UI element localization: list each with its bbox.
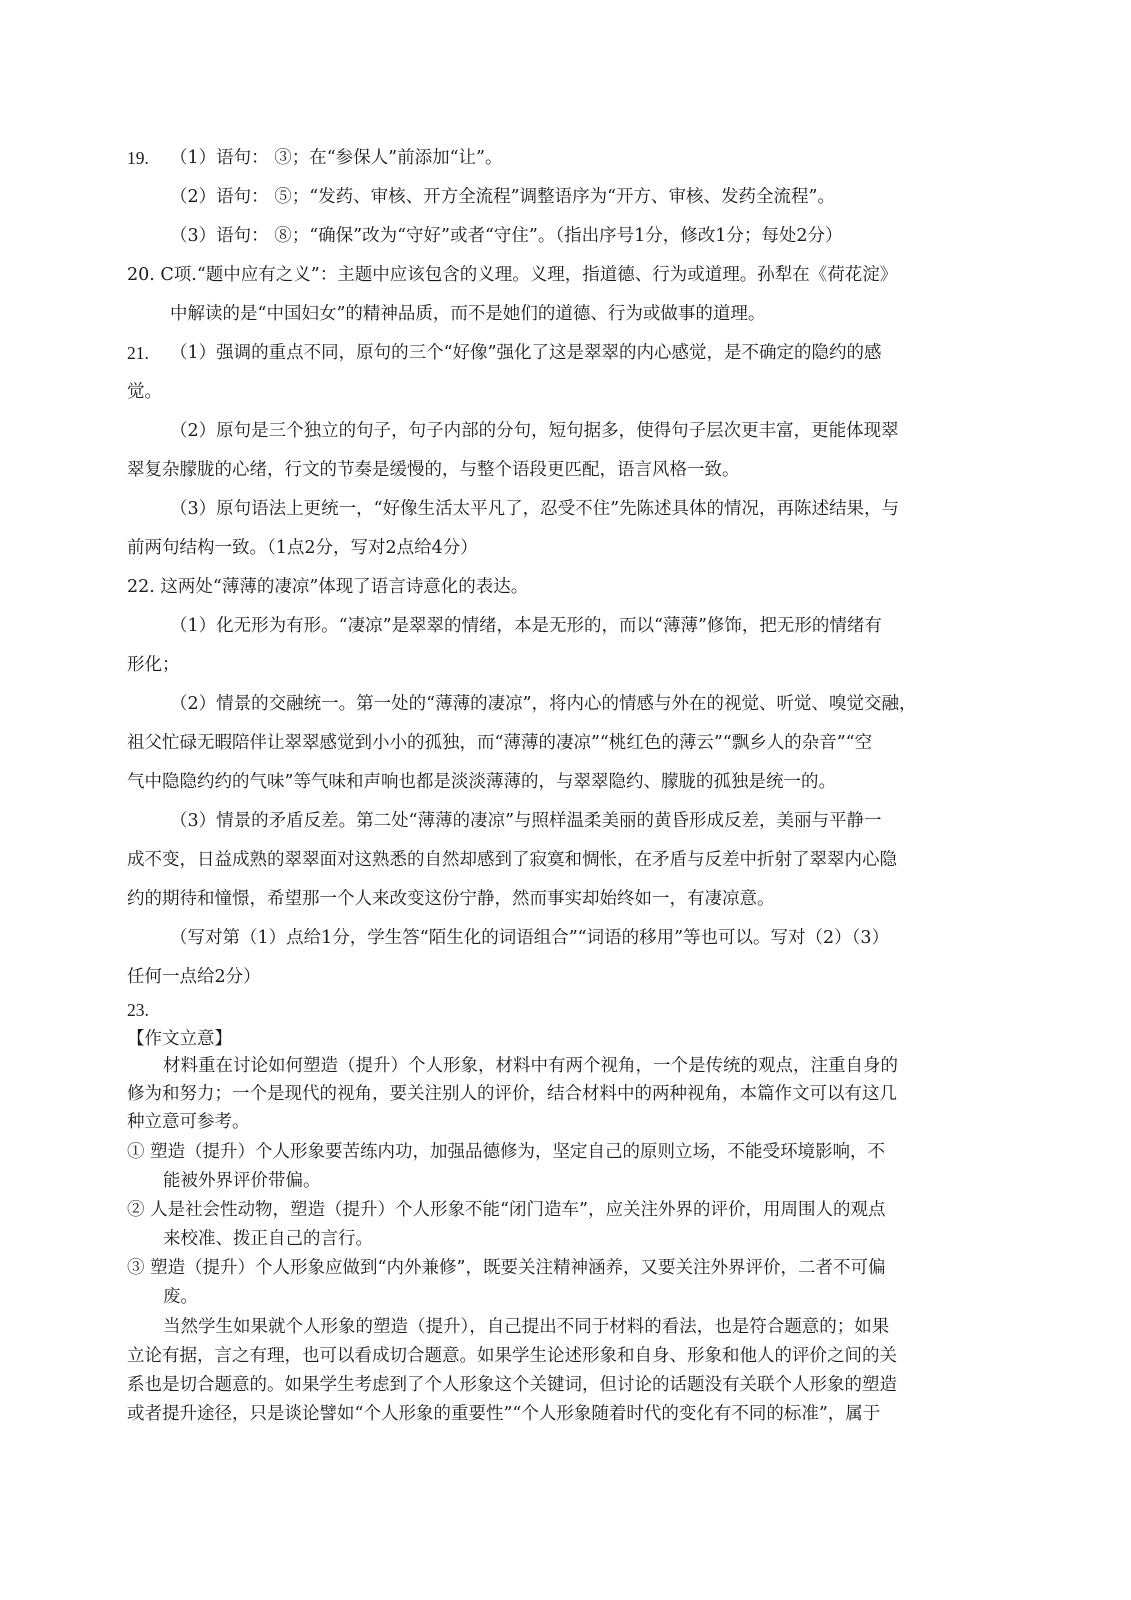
q19-number: 19. (127, 148, 149, 168)
q21-line-6: 前两句结构一致。（1点2分，写对2点给4分） (127, 538, 478, 558)
q23-item-3-line-2: 废。 (163, 1287, 198, 1307)
q22-line-5: 祖父忙碌无暇陪伴让翠翠感觉到小小的孤独，而“薄薄的凄凉”“桃红色的薄云”“飘乡人的杂音”“空 (127, 733, 873, 753)
q22-line-4: （2）情景的交融统一。第一处的“薄薄的凄凉”，将内心的情感与外在的视觉、听觉、嗅觉交融， (170, 694, 917, 714)
q21-number: 21. (127, 343, 149, 363)
q20-line-1: 20. C项.“题中应有之义”：主题中应该包含的义理。义理，指道德、行为或道理。孙犁在《荷花淀》 (127, 265, 898, 285)
q23-item-1-line-1: ① 塑造（提升）个人形象要苦练内功，加强品德修为，坚定自己的原则立场，不能受环境影响，不 (127, 1142, 886, 1162)
q23-closing-line-4: 或者提升途径，只是谈论譬如“个人形象的重要性”“个人形象随着时代的变化有不同的标准”，属于 (127, 1404, 881, 1424)
q22-line-8: 成不变，日益成熟的翠翠面对这熟悉的自然却感到了寂寞和惆怅，在矛盾与反差中折射了翠翠内心隐 (127, 850, 897, 870)
q22-line-1: 22. 这两处“薄薄的凄凉”体现了语言诗意化的表达。 (127, 577, 529, 597)
q20-line-2: 中解读的是“中国妇女”的精神品质，而不是她们的道德、行为或做事的道理。 (170, 304, 766, 324)
q23-item-3-line-1: ③ 塑造（提升）个人形象应做到“内外兼修”，既要关注精神涵养，又要关注外界评价，二者不可偏 (127, 1258, 886, 1278)
q21-line-4: 翠复杂朦胧的心绪，行文的节奏是缓慢的，与整个语段更匹配，语言风格一致。 (127, 460, 740, 480)
q23-closing-line-3: 系也是切合题意的。如果学生考虑到了个人形象这个关键词，但讨论的话题没有关联个人形象的塑造 (127, 1375, 897, 1395)
q21-line-1: （1）强调的重点不同，原句的三个“好像”强化了这是翠翠的内心感觉，是不确定的隐约的感 (170, 343, 882, 363)
q22-line-7: （3）情景的矛盾反差。第二处“薄薄的凄凉”与照样温柔美丽的黄昏形成反差，美丽与平静一 (170, 811, 882, 831)
q23-para-line-2: 修为和努力；一个是现代的视角，要关注别人的评价，结合材料中的两种视角，本篇作文可以有这几 (127, 1084, 897, 1104)
q22-line-3: 形化； (127, 655, 180, 675)
q21-line-5: （3）原句语法上更统一，“好像生活太平凡了，忍受不住”先陈述具体的情况，再陈述结果，与 (170, 499, 900, 519)
q23-closing-line-2: 立论有据，言之有理，也可以看成切合题意。如果学生论述形象和自身、形象和他人的评价之间的关 (127, 1346, 897, 1366)
q23-para-line-1: 材料重在讨论如何塑造（提升）个人形象，材料中有两个视角，一个是传统的观点，注重自身的 (163, 1056, 898, 1076)
q19-line-3: （3）语句： ⑧；“确保”改为“守好”或者“守住”。（指出序号1分，修改1分；每处2分） (170, 226, 843, 246)
q22-line-11: 任何一点给2分） (127, 967, 261, 987)
q21-line-3: （2）原句是三个独立的句子，句子内部的分句，短句据多，使得句子层次更丰富，更能体现翠 (170, 421, 899, 441)
q22-line-9: 约的期待和憧憬，希望那一个人来改变这份宁静，然而事实却始终如一，有凄凉意。 (127, 889, 775, 909)
q21-line-2: 觉。 (127, 382, 162, 402)
q23-heading: 【作文立意】 (127, 1029, 232, 1049)
q19-line-1: （1）语句： ③；在“参保人”前添加“让”。 (170, 148, 503, 168)
q23-para-line-3: 种立意可参考。 (127, 1112, 250, 1132)
q23-item-1-line-2: 能被外界评价带偏。 (163, 1171, 321, 1191)
q23-item-2-line-1: ② 人是社会性动物，塑造（提升）个人形象不能“闭门造车”，应关注外界的评价，用周围人的观点 (127, 1200, 886, 1220)
q19-line-2: （2）语句： ⑤；“发药、审核、开方全流程”调整语序为“开方、审核、发药全流程”。 (170, 187, 835, 207)
q22-line-10: （写对第（1）点给1分，学生答“陌生化的词语组合”“词语的移用”等也可以。写对（2）（3） (170, 928, 890, 948)
q22-line-2: （1）化无形为有形。“凄凉”是翠翠的情绪，本是无形的，而以“薄薄”修饰，把无形的情绪有 (170, 616, 882, 636)
q23-closing-line-1: 当然学生如果就个人形象的塑造（提升），自己提出不同于材料的看法，也是符合题意的；如果 (163, 1317, 890, 1337)
q23-item-2-line-2: 来校准、拨正自己的言行。 (163, 1229, 373, 1249)
q22-line-6: 气中隐隐约约的气味”等气味和声响也都是淡淡薄薄的，与翠翠隐约、朦胧的孤独是统一的。 (127, 772, 836, 792)
q23-number: 23. (127, 1000, 149, 1020)
